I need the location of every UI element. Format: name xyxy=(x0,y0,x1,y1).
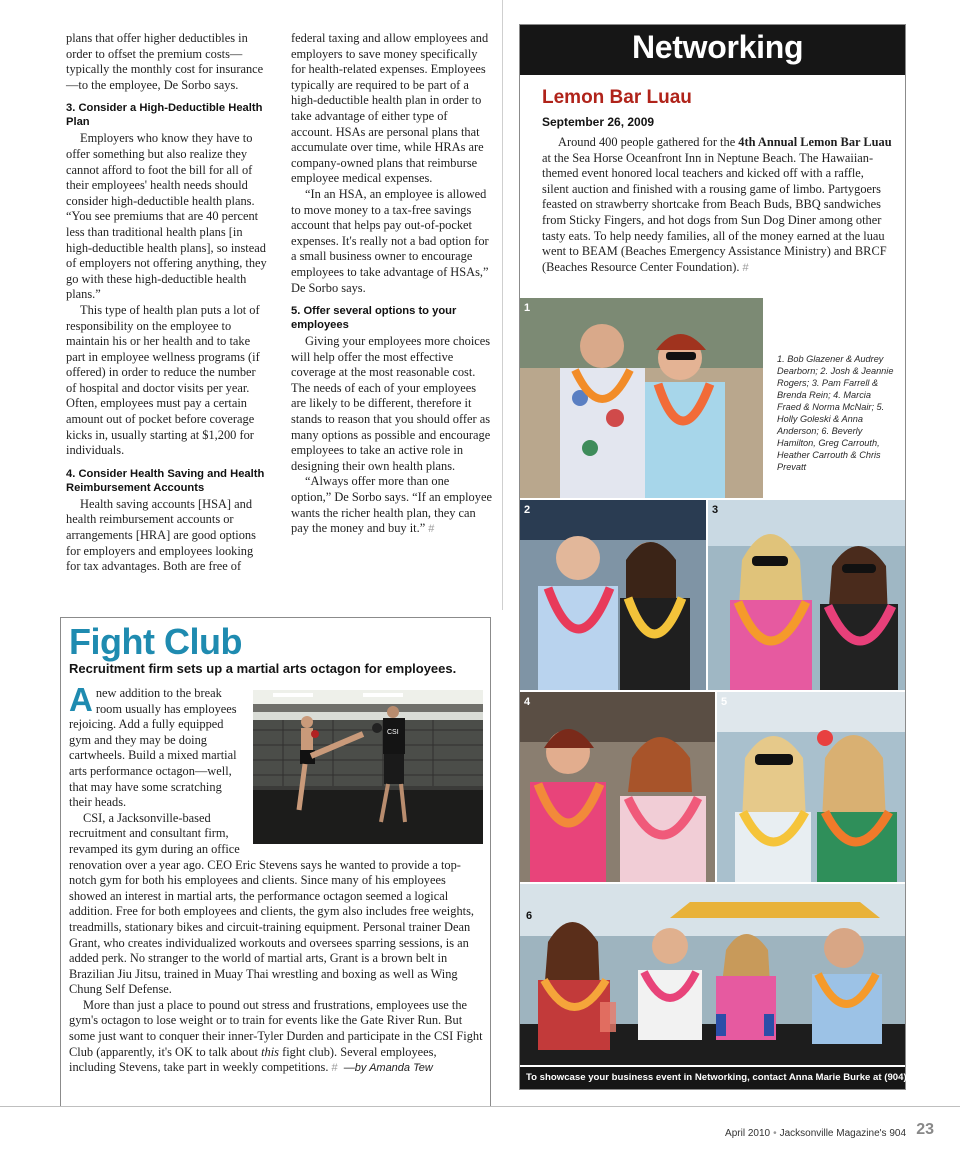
paragraph-text: “Always offer more than one option,” De Sorbo says. “If an employee wants the richer health plan, they can pay the money and buy it.” xyxy=(291,474,492,536)
paragraph-text: More than just a place to pound out stress and frustrations, employees use the gym's octagon to lose weight or to train for events like the Gate River Run. But some just want to conquer their inner-Tyler Durden and participate in the CSI Fight Club (apparently, it's OK to talk about xyxy=(69,997,483,1059)
networking-panel xyxy=(519,24,953,1090)
event-photo-4-illustration xyxy=(520,692,715,882)
section-heading-4: 4. Consider Health Saving and Health Reimbursement Accounts xyxy=(66,467,265,494)
fight-club-article xyxy=(60,617,491,1107)
gym-photo-illustration xyxy=(253,690,483,844)
emphasis-text: this xyxy=(261,1044,279,1059)
end-mark: # xyxy=(742,261,749,274)
fight-club-body xyxy=(69,681,483,1077)
page-number: 23 xyxy=(916,1121,934,1138)
event-photo-3-illustration xyxy=(708,500,905,690)
event-photo-6 xyxy=(520,884,905,1065)
column-divider xyxy=(502,0,503,610)
event-photo-2-illustration xyxy=(520,500,706,690)
photo-number-6: 6 xyxy=(526,910,533,922)
event-photo-4 xyxy=(520,692,715,882)
magazine-name: Jacksonville Magazine's 904 xyxy=(779,1128,906,1139)
networking-contact-text: To showcase your business event in Networking, contact Anna Marie Burke at (904) 389-3622. xyxy=(526,1072,953,1083)
drop-cap: A xyxy=(69,681,93,718)
networking-header-bar xyxy=(520,25,905,75)
section-heading-3: 3. Consider a High-Deductible Health Plan xyxy=(66,102,263,129)
article-paragraph: Employers who know they have to offer something but also realize they cannot afford to foot the bill for all of their employees' health needs should consider high-deductible health plans. “You see premiums that are 40 percent less than traditional health plans [in high-deductible health plans], so instead of employers not offering anything, they go with these high-deductible health plans.” xyxy=(66,131,267,302)
photo-number-4: 4 xyxy=(524,696,531,708)
footer-rule xyxy=(0,1106,960,1107)
photo-number-5: 5 xyxy=(721,696,728,708)
event-title: Lemon Bar Luau xyxy=(542,87,692,108)
issue-date: April 2010 xyxy=(725,1128,771,1139)
photo-number-1: 1 xyxy=(524,302,531,314)
paragraph-text: fight club). Several employees, including Stevens, take part in weekly competitions. xyxy=(69,1044,437,1075)
event-photo-1 xyxy=(520,298,763,498)
paragraph-text: at the Sea Horse Oceanfront Inn in Neptune Beach. The Hawaiian-themed event honored local teachers and kicked off with a raffle, silent auction and finished with a rousing game of limbo. Partygoers feasted on strawberry shortcake from Beach Buds, BBQ sandwiches from Sticky Fingers, and hot dogs from Sun Dog Diner among other tasty eats. To help needy families, all of the money earned at the luau went to BEAM (Beaches Emergency Assistance Ministry) and BRCF (Beaches Resource Center Foundation). xyxy=(542,150,887,274)
fight-club-paragraph-2: CSI, a Jacksonville-based recruitment and consultant firm, revamped its gym during an office renovation over a year ago. CEO Eric Stevens says he wanted to provide a top-notch gym for both his employees and clients. Since many of his employees showed an interest in martial arts, the performance octagon seemed a logical addition. Free for both employees and clients, the gym also includes free weights, treadmills, stationary bikes and circuit-training equipment. Personal trainer Dean Grant, who creates individualized workouts and oversees sparring sessions, is an added perk. No stranger to the world of martial arts, Grant is a brown belt in Brazilian Jiu Jitsu, trained in Muay Thai wrestling and boxing as well as Wing Chung Self Defense. xyxy=(69,810,475,997)
article-paragraph: This type of health plan puts a lot of responsibility on the employee to maintain his or her health and to take part in employee wellness programs (if offered) in order to reduce the number of hospital and doctor visits per year. Often, employees must pay a certain amount out of pocket before coverage kicks in, usually starting at $1,200 for individuals. xyxy=(66,302,260,458)
article-paragraph: Giving your employees more choices will help offer the most effective coverage at the most reasonable cost. The needs of each of your employees are likely to be different, therefore it stands to reason that you should offer as many options as possible and encourage employees to take an active role in designing their own health plans. xyxy=(291,334,491,473)
page-footer xyxy=(725,1128,906,1139)
article-column-1 xyxy=(66,31,268,575)
paragraph-text: Around 400 people gathered for the xyxy=(558,135,739,149)
article-paragraph xyxy=(291,474,492,537)
event-photo-1-illustration xyxy=(520,298,763,498)
event-photo-6-illustration xyxy=(520,884,905,1065)
photo-captions: 1. Bob Glazener & Audrey Dearborn; 2. Josh & Jeannie Rogers; 3. Pam Farrell & Brenda Rein; 4. Marcia Fraed & Norma McNair; 5. Holly Goleski & Anna Anderson; 6. Beverly Hamilton, Greg Carrouth, Heather Carrouth & Chris Prevatt xyxy=(777,354,894,472)
event-description xyxy=(542,135,892,276)
article-paragraph: plans that offer higher deductibles in order to offset the premium costs—typically the monthly cost for insurance—to the employee, De Sorbo says. xyxy=(66,31,264,92)
event-name-bold: 4th Annual Lemon Bar Luau xyxy=(738,135,892,149)
section-heading-5: 5. Offer several options to your employees xyxy=(291,305,457,332)
networking-title: Networking xyxy=(632,29,804,65)
event-photo-5-illustration xyxy=(717,692,905,882)
article-column-2 xyxy=(291,31,492,538)
gym-photo xyxy=(253,690,483,844)
photo-number-2: 2 xyxy=(524,504,531,516)
event-paragraph xyxy=(542,135,892,276)
article-paragraph: “In an HSA, an employee is allowed to move money to a tax-free savings account that helps pay out-of-pocket expenses. It's really not a bad option for a small business owner to encourage employees to take advantage of HSAs,” De Sorbo says. xyxy=(291,186,489,295)
networking-footer-bar xyxy=(520,1067,953,1089)
shirt-logo-text: CSI xyxy=(387,729,399,736)
event-photo-2 xyxy=(520,500,706,690)
event-photo-5 xyxy=(717,692,905,882)
article-paragraph: Health saving accounts [HSA] and health reimbursement accounts or arrangements [HRA] are good options for employers and employees looking for tax advantages. Both are free of xyxy=(66,496,256,574)
footer-separator: • xyxy=(773,1128,777,1139)
photo-number-3: 3 xyxy=(712,504,719,516)
article-paragraph: federal taxing and allow employees and employers to save money specifically for health-related expenses. Employees typically are required to be part of a high-deductible health plan in order to take advantage of either type of account. HSAs are personal plans that accumulate over time, while HRAs are company-owned plans that reimburse employee medical expenses. xyxy=(291,31,489,186)
event-date: September 26, 2009 xyxy=(542,115,655,129)
fight-club-paragraph-3 xyxy=(69,998,483,1077)
byline: —by Amanda Tew xyxy=(343,1062,433,1075)
event-photo-3 xyxy=(708,500,905,690)
end-mark: # xyxy=(428,523,435,536)
paragraph-text: new addition to the break room usually has employees rejoicing. Add a fully equipped gym and they may be doing cartwheels. Build a mixed martial arts performance octagon—well, that may have some scratching their heads. xyxy=(69,686,237,810)
end-mark: # xyxy=(331,1062,338,1075)
fight-club-title: Fight Club xyxy=(69,621,242,662)
fight-club-subtitle: Recruitment firm sets up a martial arts octagon for employees. xyxy=(69,661,457,676)
